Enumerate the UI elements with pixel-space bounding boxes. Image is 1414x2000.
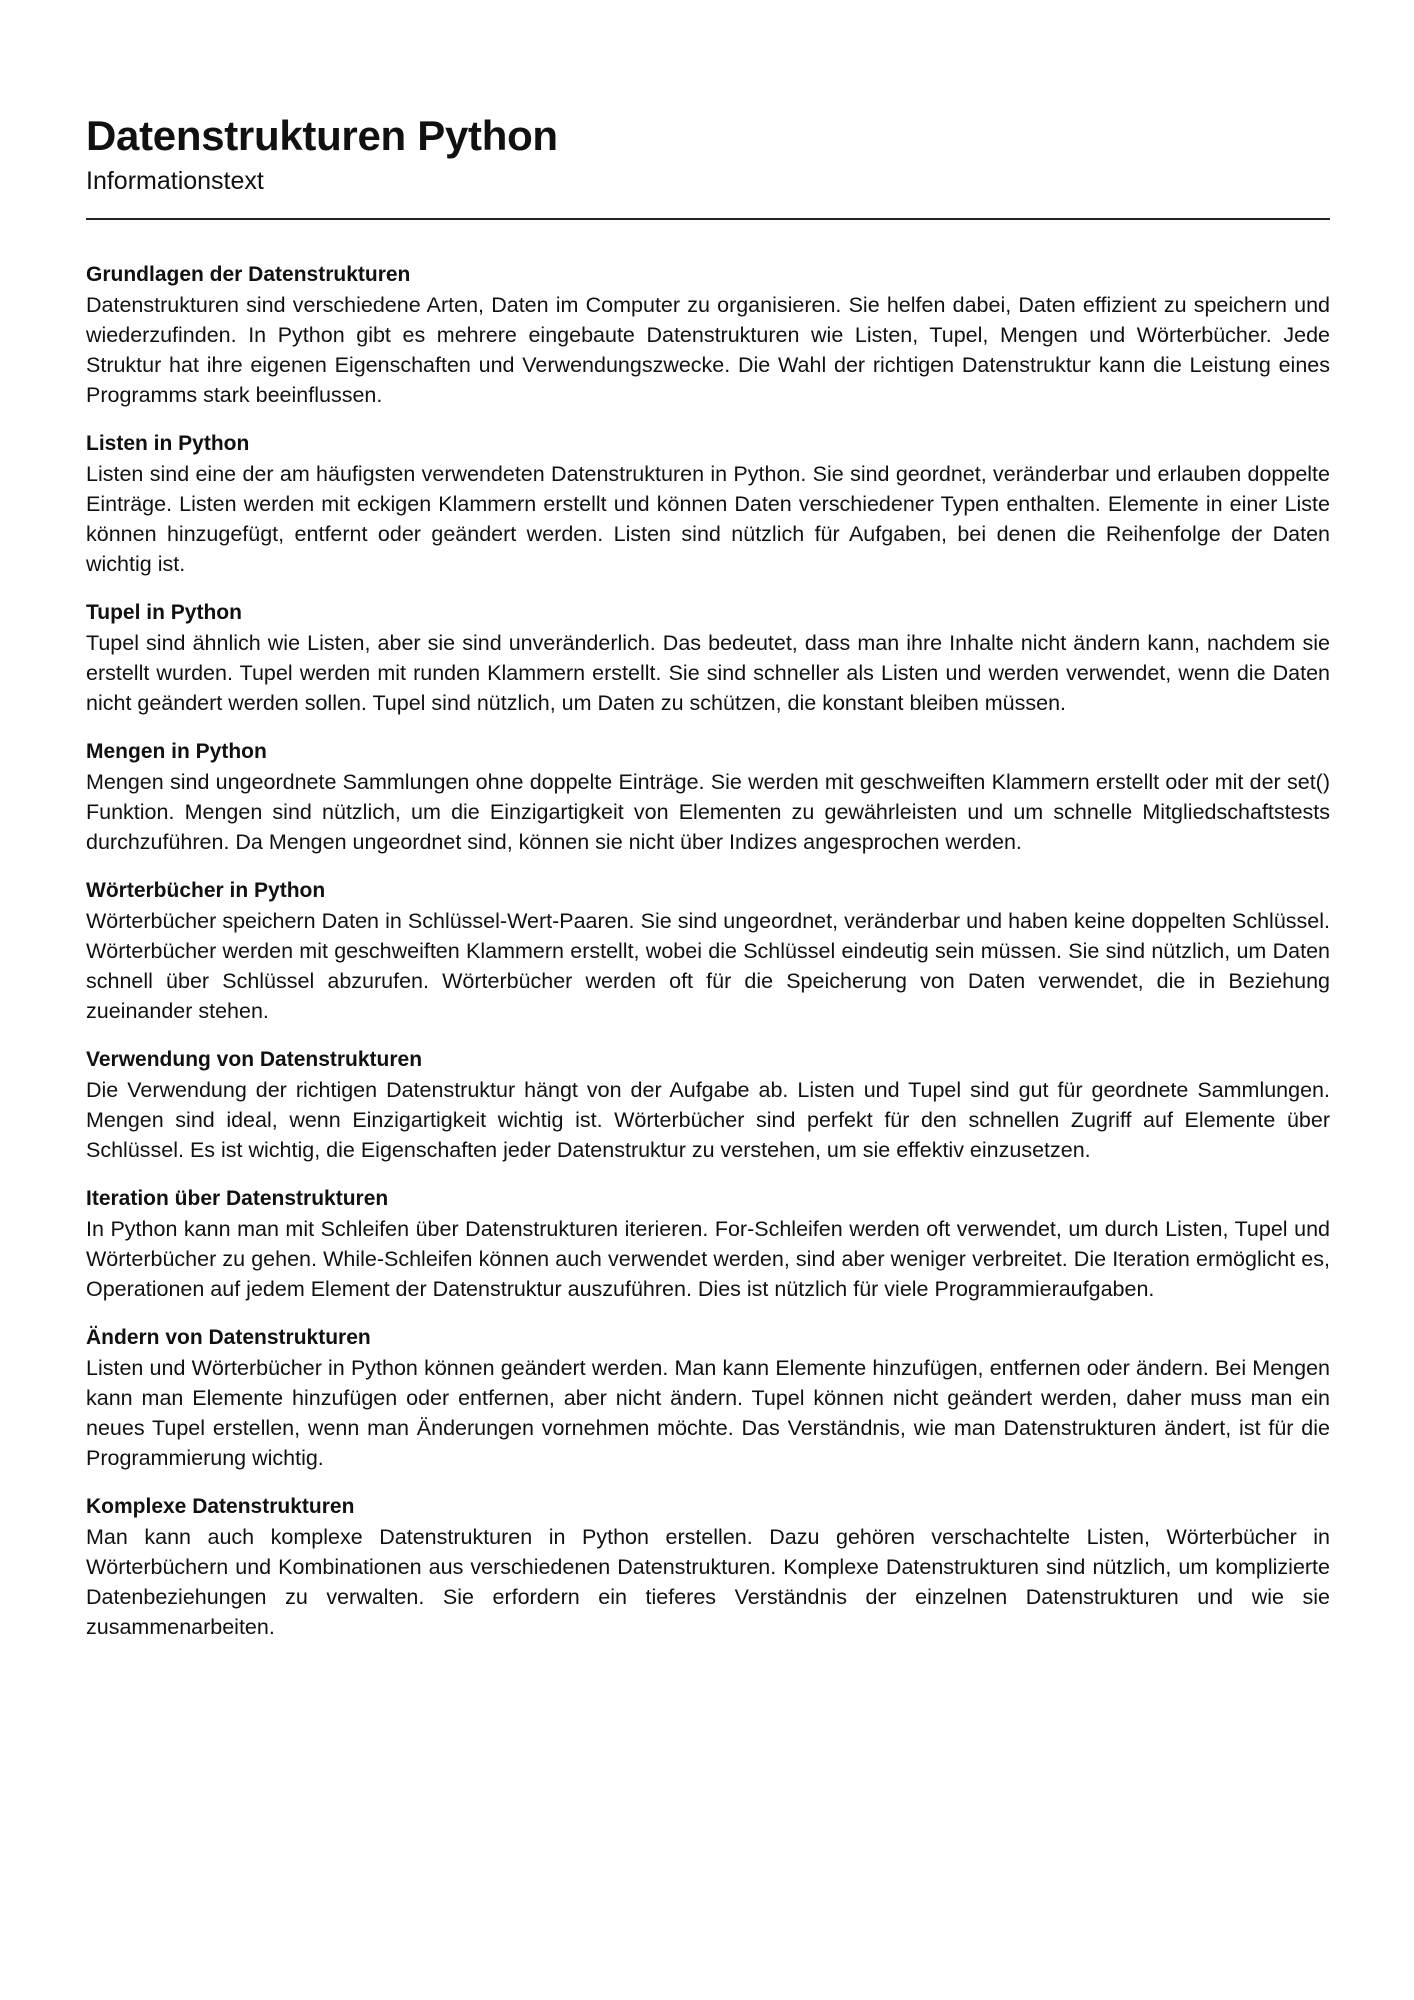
section-body: Wörterbücher speichern Daten in Schlüssel-Wert-Paaren. Sie sind ungeordnet, veränderbar und haben keine doppelten Schlüssel. Wörterbücher werden mit geschweiften Klammern erstellt, wobei die Schlüssel eindeutig sein müssen. Sie sind nützlich, um Daten schnell über Schlüssel abzurufen. Wörterbücher werden oft für die Speicherung von Daten verwendet, die in Beziehung zueinander stehen. [86, 909, 1330, 1023]
header-divider [86, 218, 1330, 220]
document-header [86, 110, 1330, 220]
section-heading: Listen in Python [86, 432, 250, 455]
section-listen [86, 429, 1330, 579]
section-body: Listen sind eine der am häufigsten verwendeten Datenstrukturen in Python. Sie sind geordnet, veränderbar und erlauben doppelte Einträge. Listen werden mit eckigen Klammern erstellt und können Daten verschiedener Typen enthalten. Elemente in einer Liste können hinzugefügt, entfernt oder geändert werden. Listen sind nützlich für Aufgaben, bei denen die Reihenfolge der Daten wichtig ist. [86, 462, 1330, 576]
section-heading: Mengen in Python [86, 740, 267, 763]
section-heading: Tupel in Python [86, 601, 242, 624]
document-subtitle: Informationstext [86, 167, 264, 195]
section-grundlagen [86, 260, 1330, 410]
section-woerterbuecher [86, 876, 1330, 1026]
section-tupel [86, 598, 1330, 718]
section-body: Datenstrukturen sind verschiedene Arten, Daten im Computer zu organisieren. Sie helfen dabei, Daten effizient zu speichern und wiederzufinden. In Python gibt es mehrere eingebaute Datenstrukturen wie Listen, Tupel, Mengen und Wörterbücher. Jede Struktur hat ihre eigenen Eigenschaften und Verwendungszwecke. Die Wahl der richtigen Datenstruktur kann die Leistung eines Programms stark beeinflussen. [86, 293, 1330, 407]
section-komplexe [86, 1492, 1330, 1642]
section-body: Die Verwendung der richtigen Datenstruktur hängt von der Aufgabe ab. Listen und Tupel sind gut für geordnete Sammlungen. Mengen sind ideal, wenn Einzigartigkeit wichtig ist. Wörterbücher sind perfekt für den schnellen Zugriff auf Elemente über Schlüssel. Es ist wichtig, die Eigenschaften jeder Datenstruktur zu verstehen, um sie effektiv einzusetzen. [86, 1078, 1330, 1162]
section-aendern [86, 1323, 1330, 1473]
document-sections [86, 260, 1330, 1642]
section-iteration [86, 1184, 1330, 1304]
section-heading: Ändern von Datenstrukturen [86, 1326, 371, 1349]
section-heading: Verwendung von Datenstrukturen [86, 1048, 423, 1071]
section-mengen [86, 737, 1330, 857]
section-verwendung [86, 1045, 1330, 1165]
section-body: Mengen sind ungeordnete Sammlungen ohne doppelte Einträge. Sie werden mit geschweiften Klammern erstellt oder mit der set() Funktion. Mengen sind nützlich, um die Einzigartigkeit von Elementen zu gewährleisten und um schnelle Mitgliedschaftstests durchzuführen. Da Mengen ungeordnet sind, können sie nicht über Indizes angesprochen werden. [86, 770, 1330, 854]
section-heading: Komplexe Datenstrukturen [86, 1495, 355, 1518]
section-body: In Python kann man mit Schleifen über Datenstrukturen iterieren. For-Schleifen werden oft verwendet, um durch Listen, Tupel und Wörterbücher zu gehen. While-Schleifen können auch verwendet werden, sind aber weniger verbreitet. Die Iteration ermöglicht es, Operationen auf jedem Element der Datenstruktur auszuführen. Dies ist nützlich für viele Programmieraufgaben. [86, 1217, 1330, 1301]
section-body: Listen und Wörterbücher in Python können geändert werden. Man kann Elemente hinzufügen, entfernen oder ändern. Bei Mengen kann man Elemente hinzufügen oder entfernen, aber nicht ändern. Tupel können nicht geändert werden, daher muss man ein neues Tupel erstellen, wenn man Änderungen vornehmen möchte. Das Verständnis, wie man Datenstrukturen ändert, ist für die Programmierung wichtig. [86, 1356, 1330, 1470]
section-heading: Wörterbücher in Python [86, 879, 326, 902]
section-body: Man kann auch komplexe Datenstrukturen in Python erstellen. Dazu gehören verschachtelte Listen, Wörterbücher in Wörterbüchern und Kombinationen aus verschiedenen Datenstrukturen. Komplexe Datenstrukturen sind nützlich, um komplizierte Datenbeziehungen zu verwalten. Sie erfordern ein tieferes Verständnis der einzelnen Datenstrukturen und wie sie zusammenarbeiten. [86, 1525, 1330, 1639]
document-title: Datenstrukturen Python [86, 112, 558, 159]
document-page [86, 110, 1330, 1661]
section-body: Tupel sind ähnlich wie Listen, aber sie sind unveränderlich. Das bedeutet, dass man ihre Inhalte nicht ändern kann, nachdem sie erstellt wurden. Tupel werden mit runden Klammern erstellt. Sie sind schneller als Listen und werden verwendet, wenn die Daten nicht geändert werden sollen. Tupel sind nützlich, um Daten zu schützen, die konstant bleiben müssen. [86, 631, 1330, 715]
section-heading: Grundlagen der Datenstrukturen [86, 263, 411, 286]
section-heading: Iteration über Datenstrukturen [86, 1187, 389, 1210]
